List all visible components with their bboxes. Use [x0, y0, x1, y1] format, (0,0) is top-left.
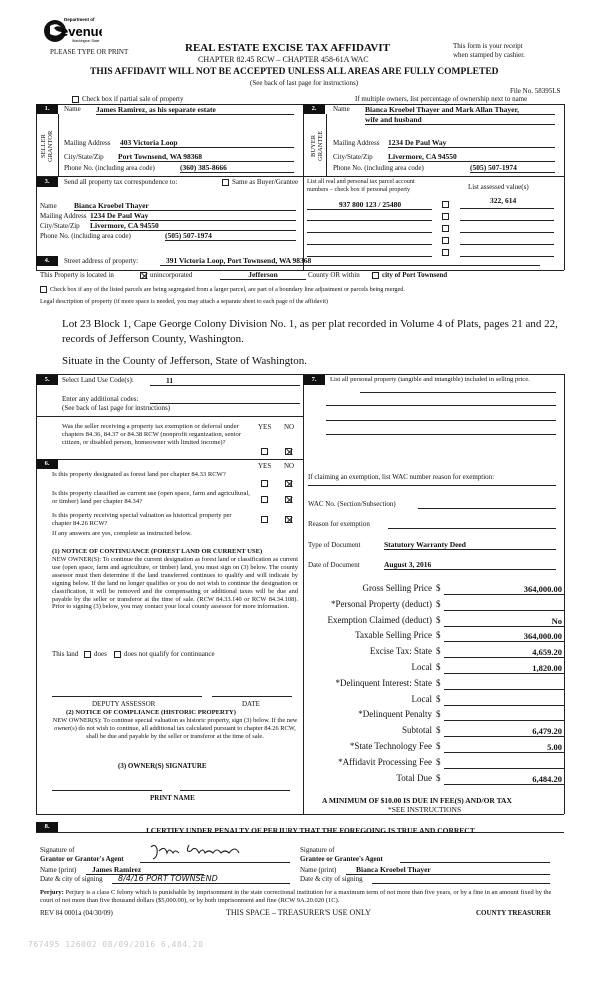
exemption-reason-label: Reason for exemption — [308, 520, 370, 528]
calc-row-label: *State Technology Fee — [349, 741, 432, 751]
treasurer-stamp: 767495 126002 08/09/2016 6,484.20 — [28, 940, 204, 949]
parcel-list-label-2: numbers – check box if personal property — [307, 186, 411, 193]
parcel-list-label-1: List all real and personal tax parcel account — [307, 178, 415, 185]
calc-row-label: Subtotal — [401, 725, 432, 735]
document-date-label: Date of Document — [308, 561, 360, 569]
signature-scribble-icon — [145, 841, 265, 863]
land-does-not-label: does not qualify for continuance — [124, 650, 215, 658]
historic-yes-checkbox[interactable] — [261, 516, 268, 523]
notice-continuance-title: (1) NOTICE OF CONTINUANCE (FOREST LAND OR CURRENT USE) — [52, 548, 263, 555]
calc-row-value: 4,659.20 — [532, 647, 562, 657]
unincorporated-checkbox[interactable] — [140, 272, 147, 279]
legal-description-line1: Lot 23 Block 1, Cape George Colony Division No. 1, as per plat recorded in Volume 4 of Plats, pages 21 and 22, — [62, 318, 558, 330]
current-use-no-checkbox[interactable] — [285, 496, 292, 503]
county-or-within: County OR within — [308, 271, 360, 279]
section-4-number: 4. — [36, 256, 58, 266]
city-of-label: city of Port Townsend — [382, 271, 448, 279]
personal-property-checkbox-2[interactable] — [442, 213, 449, 220]
calc-row-field[interactable] — [444, 615, 564, 627]
assessor-date-label: DATE — [242, 700, 260, 708]
dor-logo-icon — [42, 14, 102, 46]
if-yes-note: If any answers are yes, complete as instructed below. — [52, 530, 192, 537]
svg-text:evenue: evenue — [61, 24, 102, 39]
forest-no-checkbox[interactable] — [285, 480, 292, 487]
calc-row-value: 6,479.20 — [532, 726, 562, 736]
send-tax-label: Send all property tax correspondence to: — [64, 178, 178, 186]
svg-text:Department of: Department of — [64, 17, 95, 22]
notice-compliance-body: NEW OWNER(S): To continue special valuation as historic property, sign (3) below. If the new owner(s) do not wish to continue, all additional tax calculated pursuant to chapter 84.26 RCW, shall be due and payable by the seller or transferor at the time of sale. — [52, 717, 298, 740]
segregated-checkbox[interactable] — [40, 286, 47, 293]
city-checkbox[interactable] — [372, 272, 379, 279]
calc-row-label: *Personal Property (deduct) — [331, 599, 432, 609]
print-name-label: PRINT NAME — [150, 794, 195, 802]
land-does-label: does — [94, 650, 107, 658]
s6-no-header: NO — [284, 462, 295, 470]
calc-row-value: 364,000.00 — [523, 631, 562, 641]
personal-property-checkbox-3[interactable] — [442, 225, 449, 232]
exemption-no-checkbox[interactable] — [285, 448, 292, 455]
section-5-number: 5. — [36, 375, 58, 385]
multiple-owners-note: If multiple owners, list percentage of ownership next to name — [355, 95, 528, 103]
section-2-number: 2. — [303, 104, 325, 114]
exemption-wac-label: If claiming an exemption, list WAC number reason for exemption: — [308, 473, 495, 481]
calc-row-value: 6,484.20 — [532, 774, 562, 784]
deputy-assessor-label: DEPUTY ASSESSOR — [92, 700, 156, 708]
grantee-signature-label: Signature of — [300, 846, 335, 854]
grantor-date-city-text: 8/4/16 PORT TOWNSEND — [118, 874, 218, 883]
revision-code: REV 84 0001a (04/30/09) — [40, 909, 113, 917]
s5-yes-header: YES — [258, 423, 272, 431]
current-use-yes-checkbox[interactable] — [261, 496, 268, 503]
buyer-phone-label: Phone No. (including area code) — [333, 164, 424, 172]
buyer-mailing[interactable]: 1234 De Paul Way — [388, 138, 555, 148]
treasurer-use-note: THIS SPACE – TREASURER'S USE ONLY — [226, 908, 371, 917]
street-address[interactable] — [160, 256, 540, 266]
parcel-number-1[interactable] — [307, 200, 432, 210]
calc-row-field[interactable] — [444, 741, 564, 753]
personal-property-label: List all personal property (tangible and intangible) included in selling price. — [330, 376, 530, 383]
document-type-text: Statutory Warranty Deed — [384, 540, 466, 549]
street-address-text: 391 Victoria Loop, Port Townsend, WA 98368 — [166, 256, 312, 265]
calc-row-label: Total Due — [396, 773, 432, 783]
calc-row-currency: $ — [436, 694, 441, 704]
seller-name[interactable]: James Ramirez, as his separate estate — [96, 105, 294, 115]
buyer-phone[interactable]: (505) 507-1974 — [470, 163, 555, 173]
buyer-name-label: Name — [333, 105, 350, 113]
owner-signature-label: (3) OWNER(S) SIGNATURE — [118, 762, 207, 770]
seller-name-label: Name — [64, 105, 81, 113]
tax-name-label: Name — [40, 202, 57, 210]
svg-text:Washington State: Washington State — [72, 39, 100, 43]
form-chapter: CHAPTER 82.45 RCW – CHAPTER 458-61A WAC — [198, 55, 369, 64]
document-type-label: Type of Document — [308, 541, 361, 549]
additional-codes-label: Enter any additional codes: — [62, 395, 139, 403]
grantor-agent-label: Grantor or Grantor's Agent — [40, 855, 124, 863]
section-8-number: 8. — [36, 822, 58, 832]
historic-question: Is this property receiving special valuation as historical property per chapter 84.26 RCW? — [52, 512, 232, 528]
legal-description-line2: records of Jefferson County, Washington. — [62, 333, 244, 345]
see-instructions-note: *SEE INSTRUCTIONS — [388, 805, 462, 814]
please-type-note: PLEASE TYPE OR PRINT — [50, 48, 129, 56]
street-address-label: Street address of property: — [64, 257, 139, 265]
personal-property-checkbox-4[interactable] — [442, 237, 449, 244]
partial-sale-checkbox[interactable] — [72, 96, 79, 103]
grantor-date-city-label: Date & city of signing — [40, 875, 103, 883]
calc-row-currency: $ — [436, 646, 441, 656]
calc-row-currency: $ — [436, 741, 441, 751]
dor-logo — [42, 14, 102, 46]
tax-city-label: City/State/Zip — [40, 222, 80, 230]
seller-mailing-label: Mailing Address — [64, 139, 111, 147]
document-date[interactable] — [384, 560, 556, 570]
land-does-not-checkbox[interactable] — [114, 651, 121, 658]
grantee-date-city-label: Date & city of signing — [300, 875, 363, 883]
seller-city-label: City/State/Zip — [64, 153, 104, 161]
perjury-notice — [40, 889, 560, 905]
calc-row-currency: $ — [436, 709, 441, 719]
grantee-agent-label: Grantee or Grantee's Agent — [300, 855, 383, 863]
personal-property-checkbox-1[interactable] — [442, 201, 449, 208]
calc-row-label: Exemption Claimed (deduct) — [327, 615, 432, 625]
section-7-number: 7. — [303, 375, 325, 385]
calc-row-value: 5.00 — [547, 742, 562, 752]
calc-row-label: Local — [411, 694, 432, 704]
grantor-name-label: Name (print) — [40, 866, 77, 874]
calc-row-label: Taxable Selling Price — [355, 630, 432, 640]
same-as-buyer-checkbox[interactable] — [222, 179, 229, 186]
calc-row-currency: $ — [436, 599, 441, 609]
calc-row-label: *Affidavit Processing Fee — [338, 757, 432, 767]
calc-row-label: *Delinquent Penalty — [358, 709, 432, 719]
exemption-yes-checkbox[interactable] — [261, 448, 268, 455]
seller-mailing[interactable]: 403 Victoria Loop — [120, 138, 294, 148]
same-as-buyer-label: Same as Buyer/Grantee — [232, 178, 299, 186]
perjury-label: Perjury: — [40, 889, 64, 896]
assessed-value-label: List assessed value(s) — [468, 183, 529, 191]
grantor-name-text: James Ramirez — [92, 865, 142, 874]
buyer-city[interactable]: Livermore, CA 94550 — [388, 152, 555, 162]
partial-sale-label: Check box if partial sale of property — [82, 95, 184, 103]
buyer-city-label: City/State/Zip — [333, 153, 373, 161]
legal-description-line3: Situate in the County of Jefferson, State of Washington. — [62, 355, 307, 367]
seller-phone-label: Phone No. (including area code) — [64, 164, 155, 172]
grantee-name[interactable] — [346, 865, 550, 875]
calc-row-value: No — [551, 616, 562, 626]
calc-row-field[interactable] — [444, 709, 564, 721]
see-back-note: (See back of last page for instructions) — [250, 79, 359, 87]
notice-continuance-body: NEW OWNER(S): To continue the current designation as forest land or classification as current use (open space, farm and agriculture, or timber) land, you must sign on (3) below. The county assessor must then determine if the land transferred continues to qualify and will indicate by signing below. If the land no longer qualifies or you do not wish to continue the designation or classification, it will be removed and the compensating or additional taxes will be due and payable by the seller or transferor at the time of sale. (RCW 84.33.140 or RCW 84.34.108). Prior to signing (3) below, you may contact your local county assessor for more information. — [52, 556, 298, 611]
forest-land-question: Is this property designated as forest land per chapter 84.33 RCW? — [52, 471, 226, 478]
tax-mailing-label: Mailing Address — [40, 212, 87, 220]
this-land-label: This land — [52, 650, 79, 658]
county-name[interactable]: Jefferson — [220, 270, 306, 280]
receipt-note-2: when stamped by cashier. — [453, 51, 525, 59]
calc-row-label: *Delinquent Interest: State — [335, 678, 432, 688]
legal-description-label: Legal description of property (if more space is needed, you may attach a separate sheet to each page of the affidavit) — [40, 298, 328, 305]
land-use-code[interactable]: 11 — [166, 376, 174, 385]
buyer-grantee-label: BUYER GRANTEE — [310, 130, 324, 162]
file-number: File No. 58395LS — [510, 87, 561, 95]
grantor-signature[interactable] — [145, 841, 265, 863]
tax-mailing[interactable]: 1234 De Paul Way — [90, 211, 296, 221]
segregated-label: Check box if any of the listed parcels are being segregated from a larger parcel, are part of a boundary line adjustment or parcels being merged. — [50, 286, 405, 293]
s6-yes-header: YES — [258, 462, 272, 470]
land-does-checkbox[interactable] — [84, 651, 91, 658]
calc-row-value: 364,000.00 — [523, 584, 562, 594]
unincorporated-label: unincorporated — [150, 271, 193, 279]
section-6-number: 6. — [36, 459, 58, 469]
calc-row-currency: $ — [436, 662, 441, 672]
calc-row-field[interactable] — [444, 678, 564, 690]
calc-row-field[interactable] — [444, 694, 564, 706]
grantee-name-label: Name (print) — [300, 866, 337, 874]
receipt-note-1: This form is your receipt — [453, 42, 523, 50]
parcel-number-text: 937 800 123 / 25480 — [339, 200, 402, 209]
document-type[interactable] — [384, 540, 556, 550]
calc-row-field[interactable] — [444, 757, 564, 769]
calc-row-value: 1,820.00 — [532, 663, 562, 673]
wac-number-label: WAC No. (Section/Subsection) — [308, 500, 396, 508]
form-warning: THIS AFFIDAVIT WILL NOT BE ACCEPTED UNLESS ALL AREAS ARE FULLY COMPLETED — [90, 67, 499, 77]
calc-row-currency: $ — [436, 678, 441, 688]
land-use-see-back: (See back of last page for instructions) — [62, 404, 171, 412]
certify-statement: I CERTIFY UNDER PENALTY OF PERJURY THAT THE FOREGOING IS TRUE AND CORRECT — [146, 826, 475, 835]
minimum-due-note: A MINIMUM OF $10.00 IS DUE IN FEE(S) AND/OR TAX — [322, 796, 512, 805]
seller-city[interactable]: Port Townsend, WA 98368 — [118, 152, 294, 162]
tax-name[interactable]: Bianca Kroebel Thayer — [74, 201, 296, 211]
county-treasurer-label: COUNTY TREASURER — [476, 909, 551, 917]
calc-row-currency: $ — [436, 757, 441, 767]
tax-city[interactable]: Livermore, CA 94550 — [90, 221, 296, 231]
grantee-name-text: Bianca Kroebel Thayer — [356, 865, 431, 874]
buyer-name-line2[interactable]: wife and husband — [365, 115, 555, 125]
forest-yes-checkbox[interactable] — [261, 480, 268, 487]
calc-row-currency: $ — [436, 725, 441, 735]
personal-property-checkbox-5[interactable] — [442, 249, 449, 256]
calc-row-currency: $ — [436, 615, 441, 625]
section-3-number: 3. — [36, 177, 58, 187]
calc-row-currency: $ — [436, 630, 441, 640]
seller-grantor-label: SELLER GRANTOR — [40, 130, 54, 162]
notice-compliance-title: (2) NOTICE OF COMPLIANCE (HISTORIC PROPERTY) — [66, 709, 236, 716]
s5-no-header: NO — [284, 423, 295, 431]
located-in-label: This Property is located in — [40, 271, 114, 279]
buyer-mailing-label: Mailing Address — [333, 139, 380, 147]
historic-no-checkbox[interactable] — [285, 516, 292, 523]
grantor-signature-label: Signature of — [40, 846, 75, 854]
seller-phone[interactable]: (360) 385-8666 — [180, 163, 294, 173]
exemption-question: Was the seller receiving a property tax exemption or deferral under chapters 84.36, 84.37 or 84.38 RCW (nonprofit organization, senior citizen, or disabled person, homeowner with limited income)? — [62, 423, 242, 447]
document-date-text: August 3, 2016 — [384, 560, 432, 569]
calc-row-currency: $ — [436, 773, 441, 783]
buyer-name-line1[interactable]: Bianca Kroebel Thayer and Mark Allan Thayer, — [365, 105, 555, 115]
tax-phone-label: Phone No. (including area code) — [40, 232, 131, 240]
tax-phone[interactable]: (505) 507-1974 — [165, 231, 296, 241]
form-title: REAL ESTATE EXCISE TAX AFFIDAVIT — [185, 42, 390, 54]
calc-row-label: Excise Tax: State — [369, 646, 432, 656]
grantor-date-city[interactable] — [112, 874, 290, 884]
land-use-label: Select Land Use Code(s): — [62, 376, 134, 384]
calc-row-label: Gross Selling Price — [362, 583, 432, 593]
assessed-value-1[interactable]: 322, 614 — [490, 196, 517, 205]
section-1-number: 1. — [36, 104, 58, 114]
calc-row-currency: $ — [436, 583, 441, 593]
current-use-question: Is this property classified as current use (open space, farm and agricultural, or timber) land per chapter 84.34? — [52, 490, 250, 506]
calc-row-field[interactable] — [444, 599, 564, 611]
calc-row-label: Local — [411, 662, 432, 672]
perjury-text: Perjury is a class C felony which is punishable by imprisonment in the state correctional institution for a maximum term of not more than five years, or by a fine in an amount fixed by the court of not more than five thousand dollars ($5,000.00), or by both imprisonment and fine (RCW 9A.20.020 (1C). — [40, 889, 552, 904]
